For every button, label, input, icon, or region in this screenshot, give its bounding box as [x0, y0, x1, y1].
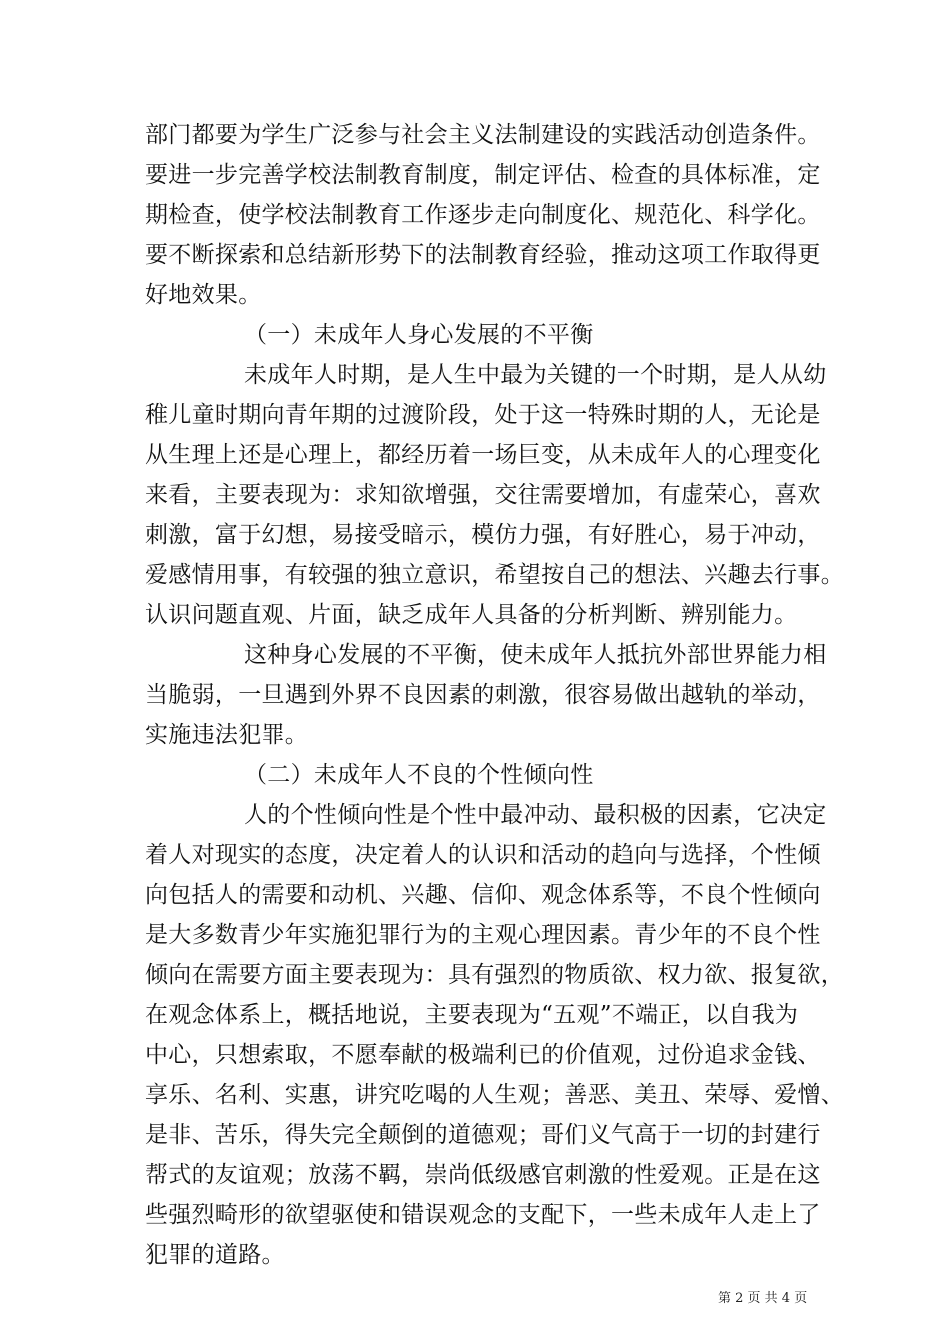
body-text-line: 实施违法犯罪。: [145, 722, 309, 748]
body-text-line: 未成年人时期，是人生中最为关键的一个时期，是人从幼: [244, 362, 827, 388]
body-text-line: 从生理上还是心理上，都经历着一场巨变，从未成年人的心理变化: [145, 442, 821, 468]
body-text-line: 是非、苦乐，得失完全颠倒的道德观；哥们义气高于一切的封建行: [145, 1122, 821, 1148]
body-text-line: 些强烈畸形的欲望驱使和错误观念的支配下，一些未成年人走上了: [145, 1202, 821, 1228]
body-text-line: 要进一步完善学校法制教育制度，制定评估、检查的具体标准，定: [145, 162, 821, 188]
body-text-line: 倾向在需要方面主要表现为：具有强烈的物质欲、权力欲、报复欲，: [145, 962, 844, 988]
body-text-line: 部门都要为学生广泛参与社会主义法制建设的实践活动创造条件。: [145, 122, 821, 148]
body-text-line: 期检查，使学校法制教育工作逐步走向制度化、规范化、科学化。: [145, 202, 821, 228]
body-text-line: 中心，只想索取，不愿奉献的极端利已的价值观，过份追求金钱、: [145, 1042, 821, 1068]
body-text-line: 向包括人的需要和动机、兴趣、信仰、观念体系等，不良个性倾向: [145, 882, 821, 908]
body-text-line: 是大多数青少年实施犯罪行为的主观心理因素。青少年的不良个性: [145, 922, 821, 948]
page-number-footer: 第 2 页 共 4 页: [718, 1291, 808, 1306]
section-heading-2: （二）未成年人不良的个性倾向性: [244, 762, 594, 788]
body-text-line: 享乐、名利、实惠，讲究吃喝的人生观；善恶、美丑、荣辱、爱憎、: [145, 1082, 844, 1108]
body-text-line: 认识问题直观、片面，缺乏成年人具备的分析判断、辨别能力。: [145, 602, 798, 628]
body-text-line: 当脆弱，一旦遇到外界不良因素的刺激，很容易做出越轨的举动，: [145, 682, 821, 708]
body-text-line: 帮式的友谊观；放荡不羁，崇尚低级感官刺激的性爱观。正是在这: [145, 1162, 821, 1188]
body-text-line: 犯罪的道路。: [145, 1242, 285, 1268]
body-text-line: 来看，主要表现为：求知欲增强，交往需要增加，有虚荣心，喜欢: [145, 482, 821, 508]
body-text-line: 着人对现实的态度，决定着人的认识和活动的趋向与选择，个性倾: [145, 842, 821, 868]
body-text-line: 要不断探索和总结新形势下的法制教育经验，推动这项工作取得更: [145, 242, 821, 268]
body-text-line: 在观念体系上，概括地说，主要表现为“五观”不端正，以自我为: [145, 1002, 799, 1028]
body-text-line: 这种身心发展的不平衡，使未成年人抵抗外部世界能力相: [244, 642, 827, 668]
body-text-line: 人的个性倾向性是个性中最冲动、最积极的因素，它决定: [244, 802, 827, 828]
section-heading-1: （一）未成年人身心发展的不平衡: [244, 322, 594, 348]
body-text-line: 刺激，富于幻想，易接受暗示，模仿力强，有好胜心，易于冲动，: [145, 522, 821, 548]
body-text-line: 好地效果。: [145, 282, 262, 308]
body-text-line: 爱感情用事，有较强的独立意识，希望按自己的想法、兴趣去行事。: [145, 562, 844, 588]
body-text-line: 稚儿童时期向青年期的过渡阶段，处于这一特殊时期的人，无论是: [145, 402, 821, 428]
